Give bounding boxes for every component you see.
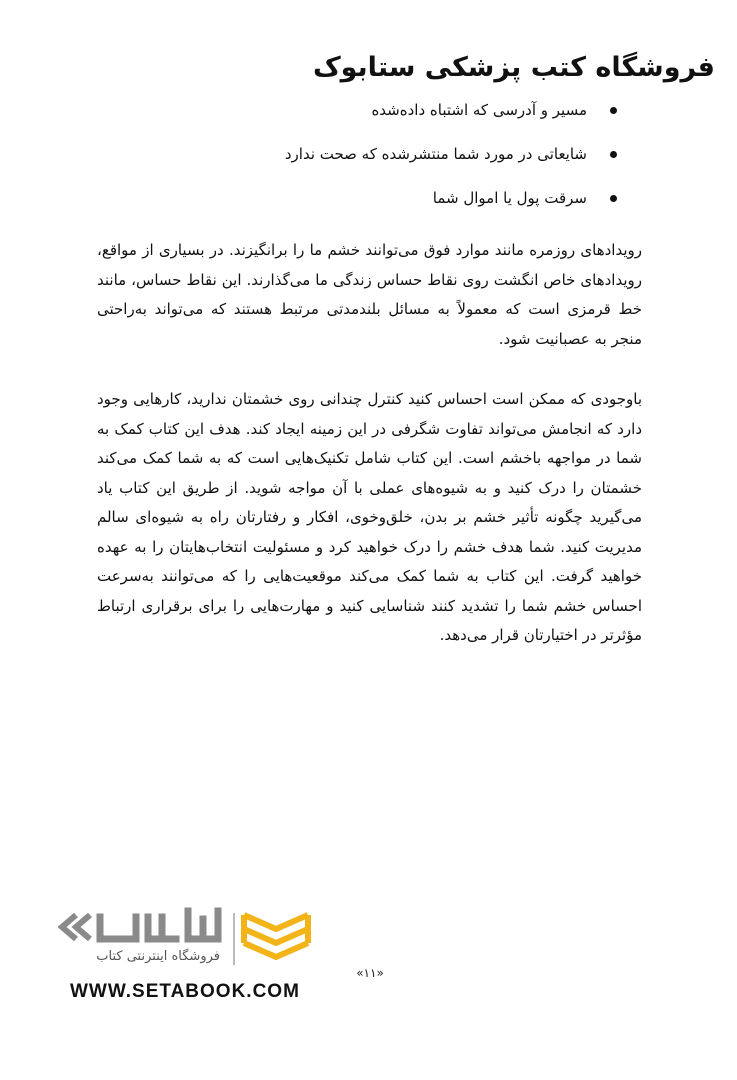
bullet-dot-icon: [610, 151, 617, 158]
list-item-text: مسیر و آدرسی که اشتباه داده‌شده: [371, 101, 587, 119]
page-title: فروشگاه کتب پزشکی ستابوک: [312, 52, 715, 83]
page-number: «۱۱»: [356, 966, 384, 980]
list-item: [97, 186, 617, 210]
bullet-dot-icon: [610, 107, 617, 114]
website-url: WWW.SETABOOK.COM: [70, 981, 300, 1002]
list-item-text: شایعاتی در مورد شما منتشرشده که صحت ندارد: [284, 145, 587, 163]
list-item-text: سرقت پول یا اموال شما: [432, 189, 587, 207]
body-paragraph: باوجودی که ممکن است احساس کنید کنترل چندانی روی خشمتان ندارید، کارهایی وجود دارد که انجامش می‌تواند تفاوت شگرفی در این زمینه ایجاد کند. هدف این کتاب کمک به شما در مواجهه باخشم است. این کتاب شامل تکنیک‌هایی است که به شما کمک می‌کند خشمتان را درک کنید و به شیوه‌های عملی با آن مواجه شوید. از طریق این کتاب یاد می‌گیرید چگونه تأثیر خشم بر بدن، خلق‌وخوی، افکار و رفتارتان راه به شیوه‌ای سالم مدیریت کنید. شما هدف خشم را درک خواهید کرد و مسئولیت انتخاب‌هایتان را به عهده خواهید گرفت. این کتاب به شما کمک می‌کند موقعیت‌هایی را که می‌توانند به‌سرعت احساس خشم شما را تشدید کنند شناسایی کنید و مهارت‌هایی را برای برقراری ارتباط مؤثرتر در اختیارتان قرار می‌دهد.: [97, 390, 642, 644]
setabook-logo-graphic: [58, 905, 318, 975]
body-paragraph: رویدادهای روزمره مانند موارد فوق می‌توانند خشم ما را برانگیزند. در بسیاری از مواقع، رویدادهای خاص انگشت روی نقاط حساس زندگی ما می‌گذارند. این نقاط حساس، مانند خط قرمزی است که معمولاً به مسائل بلندمدتی مرتبط هستند که می‌تواند به‌راحتی منجر به عصبانیت شود.: [97, 241, 642, 348]
logo-tagline: فروشگاه اینترنتی کتاب: [96, 949, 220, 964]
bullet-dot-icon: [610, 195, 617, 202]
double-chevron-icon: [62, 915, 90, 939]
publisher-logo: [58, 905, 318, 1005]
list-item: [97, 98, 617, 122]
list-item: [97, 142, 617, 166]
setabook-wordmark: [100, 911, 218, 939]
bullet-list: [97, 98, 617, 230]
book-chevron-logo-icon: [244, 915, 308, 957]
